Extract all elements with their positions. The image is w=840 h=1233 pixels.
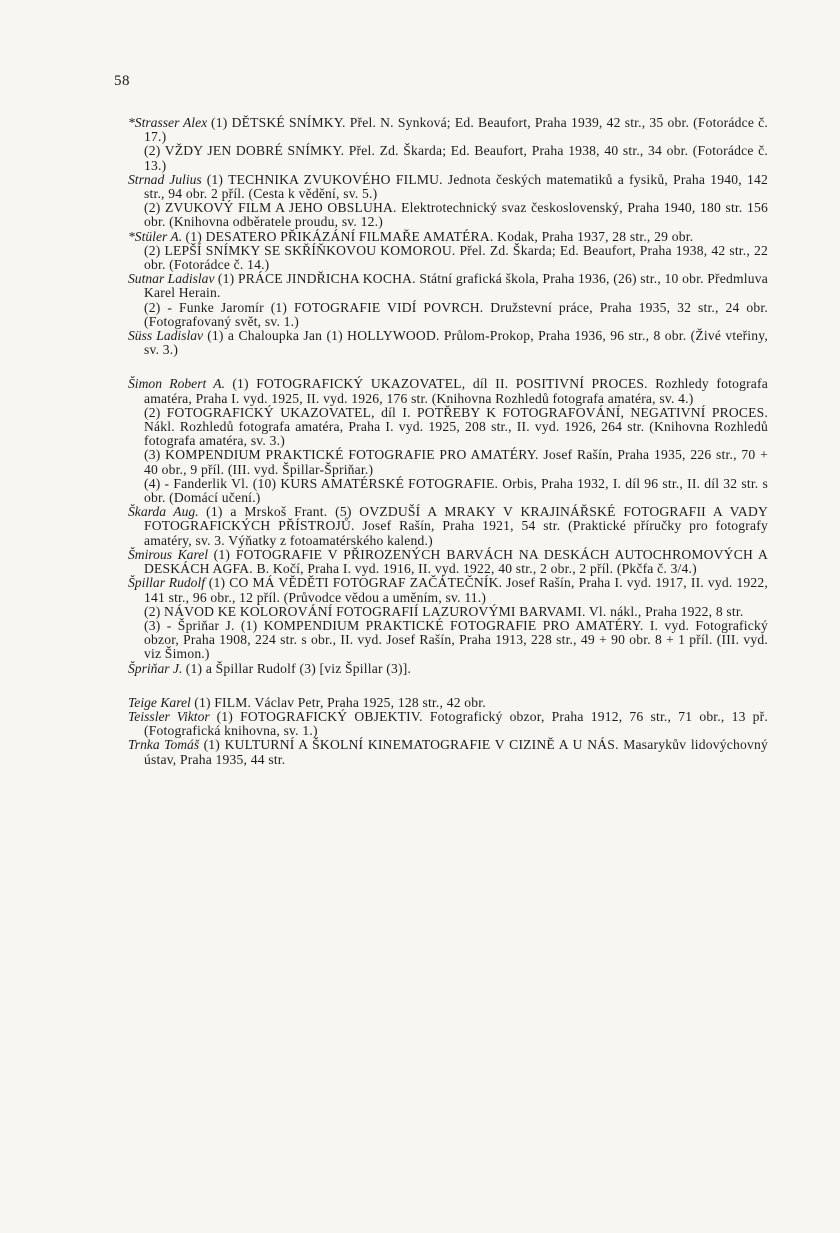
entry-text: (3) - Špriňar J. (1) KOMPENDIUM PRAKTICKÉ FOTOGRAFIE PRO AMATÉRY. I. vyd. Fotografický obzor, Praha 1908, 224 str. s obr., II. vyd. Josef Rašín, Praha 1913, 228 str., 49 + 90 obr. 8 + 1 příl. (III. vyd. viz Šimon.) xyxy=(144,617,768,662)
bibliography-entry xyxy=(128,662,768,676)
bibliography-entry xyxy=(128,448,768,476)
entry-text: (2) NÁVOD KE KOLOROVÁNÍ FOTOGRAFIÍ LAZUROVÝMI BARVAMI. Vl. nákl., Praha 1922, 8 str. xyxy=(144,603,744,619)
entry-text: (1) DĚTSKÉ SNÍMKY. Přel. N. Synková; Ed. Beaufort, Praha 1939, 42 str., 35 obr. (Fotorádce č. 17.) xyxy=(144,115,768,145)
bibliography-entry xyxy=(128,576,768,604)
entry-text: (4) - Fanderlik Vl. (10) KURS AMATÉRSKÉ FOTOGRAFIE. Orbis, Praha 1932, I. díl 96 str., II. díl 32 str. s obr. (Domácí učení.) xyxy=(144,475,768,506)
entry-text: (2) - Funke Jaromír (1) FOTOGRAFIE VIDÍ POVRCH. Družstevní práce, Praha 1935, 32 str., 24 obr. (Fotografovaný svět, sv. 1.) xyxy=(144,299,768,329)
entry-author: *Strasser Alex xyxy=(128,115,208,130)
entry-text: (2) ZVUKOVÝ FILM A JEHO OBSLUHA. Elektrotechnický svaz československý, Praha 1940, 180 str. 156 obr. (Knihovna odběratele proudu, sv. 12.) xyxy=(144,200,768,230)
entry-text: (1) DESATERO PŘIKÁZÁNÍ FILMAŘE AMATÉRA. Kodak, Praha 1937, 28 str., 29 obr. xyxy=(185,228,694,244)
entry-text: (1) TECHNIKA ZVUKOVÉHO FILMU. Jednota českých matematiků a fysiků, Praha 1940, 142 str., 94 obr. 2 příl. (Cesta k vědění, sv. 5.) xyxy=(144,171,768,202)
bibliography-entry xyxy=(128,605,768,619)
entry-author: Süss Ladislav xyxy=(128,328,204,344)
entry-text: (1) a Špillar Rudolf (3) [viz Špillar (3)]. xyxy=(185,660,412,676)
bibliography-entry xyxy=(128,505,768,548)
bibliography-entry xyxy=(128,301,768,329)
bibliography-entry xyxy=(128,329,768,357)
page-number: 58 xyxy=(114,73,130,89)
bibliography-entry xyxy=(128,244,768,272)
entry-author: Teissler Viktor xyxy=(128,708,210,724)
entry-text: (1) KULTURNÍ A ŠKOLNÍ KINEMATOGRAFIE V CIZINĚ A U NÁS. Masarykův lidovýchovný ústav, Praha 1935, 44 str. xyxy=(144,737,768,767)
bibliography-entry xyxy=(128,201,768,229)
entry-text: (1) FILM. Václav Petr, Praha 1925, 128 str., 42 obr. xyxy=(194,694,486,710)
bibliography-entry xyxy=(128,548,768,576)
bibliography-entry xyxy=(128,477,768,505)
bibliography-entry xyxy=(128,173,768,201)
entry-text: (1) FOTOGRAFICKÝ UKAZOVATEL, díl II. POSITIVNÍ PROCES. Rozhledy fotografa amatéra, Praha I. vyd. 1925, II. vyd. 1926, 176 str. (Knihovna Rozhledů fotografa amatéra, sv. 4.) xyxy=(144,376,768,406)
entry-text: (1) CO MÁ VĚDĚTI FOTOGRAF ZAČÁTEČNÍK. Josef Rašín, Praha I. vyd. 1917, II. vyd. 1922, 141 str., 96 obr., 12 příl. (Průvodce vědou a uměním, sv. 11.) xyxy=(144,575,768,605)
entry-author: Špillar Rudolf xyxy=(128,575,206,591)
entry-author: Šimon Robert A. xyxy=(128,376,226,392)
entry-text: (1) FOTOGRAFICKÝ OBJEKTIV. Fotografický obzor, Praha 1912, 76 str., 71 obr., 13 př. (Fotografická knihovna, sv. 1.) xyxy=(144,708,768,739)
bibliography-entry xyxy=(128,738,768,766)
entry-text: (2) FOTOGRAFICKÝ UKAZOVATEL, díl I. POTŘEBY K FOTOGRAFOVÁNÍ, NEGATIVNÍ PROCES. Nákl. Rozhledů fotografa amatéra, Praha I. vyd. 1925, 208 str., II. vyd. 1926, 264 str. (Knihovna Rozhledů fotografa amatéra, sv. 3.) xyxy=(144,404,768,449)
entry-author: Špriňar J. xyxy=(128,660,183,676)
entry-author: *Stüler A. xyxy=(128,228,183,244)
entry-author: Teige Karel xyxy=(128,694,191,710)
entry-author: Škarda Aug. xyxy=(128,504,199,520)
entry-author: Strnad Julius xyxy=(128,171,202,187)
bibliography-entry xyxy=(128,619,768,662)
bibliography-entry xyxy=(128,116,768,144)
entry-author: Šmirous Karel xyxy=(128,546,209,562)
entry-text: (1) a Mrskoš Frant. (5) OVZDUŠÍ A MRAKY V KRAJINÁŘSKÉ FOTOGRAFII A VADY FOTOGRAFICKÝCH PŘÍSTROJŮ. Josef Rašín, Praha 1921, 54 str. (Praktické příručky pro fotografy amatéry, sv. 3. Výňatky z fotoamatérského kalend.) xyxy=(144,504,768,548)
entry-text: (2) VŽDY JEN DOBRÉ SNÍMKY. Přel. Zd. Škarda; Ed. Beaufort, Praha 1938, 40 str., 34 obr. (Fotorádce č. 13.) xyxy=(144,143,768,173)
entry-text: (1) a Chaloupka Jan (1) HOLLYWOOD. Průlom-Prokop, Praha 1936, 96 str., 8 obr. (Živé vteřiny, sv. 3.) xyxy=(144,328,768,358)
bibliography-list xyxy=(128,116,768,767)
bibliography-entry xyxy=(128,230,768,244)
entry-text: (3) KOMPENDIUM PRAKTICKÉ FOTOGRAFIE PRO AMATÉRY. Josef Rašín, Praha 1935, 226 str., 70 + 40 obr., 9 příl. (III. vyd. Špillar-Špriňar.) xyxy=(144,447,768,477)
entry-text: (1) FOTOGRAFIE V PŘIROZENÝCH BARVÁCH NA DESKÁCH AUTOCHROMOVÝCH A DESKÁCH AGFA. B. Kočí, Praha I. vyd. 1916, II. vyd. 1922, 40 str., 2 obr., 2 příl. (Pkčfa č. 3/4.) xyxy=(144,546,768,577)
entry-author: Sutnar Ladislav xyxy=(128,271,215,287)
entry-text: (2) LEPŠÍ SNÍMKY SE SKŘÍŇKOVOU KOMOROU. Přel. Zd. Škarda; Ed. Beaufort, Praha 1938, 42 str., 22 obr. (Fotorádce č. 14.) xyxy=(144,242,768,273)
bibliography-entry xyxy=(128,272,768,300)
entry-author: Trnka Tomáš xyxy=(128,737,200,753)
bibliography-entry xyxy=(128,696,768,710)
entry-text: (1) PRÁCE JINDŘICHA KOCHA. Státní grafická škola, Praha 1936, (26) str., 10 obr. Předmluva Karel Herain. xyxy=(144,271,768,301)
bibliography-entry xyxy=(128,710,768,738)
bibliography-entry xyxy=(128,377,768,405)
bibliography-entry xyxy=(128,406,768,449)
bibliography-entry xyxy=(128,144,768,172)
